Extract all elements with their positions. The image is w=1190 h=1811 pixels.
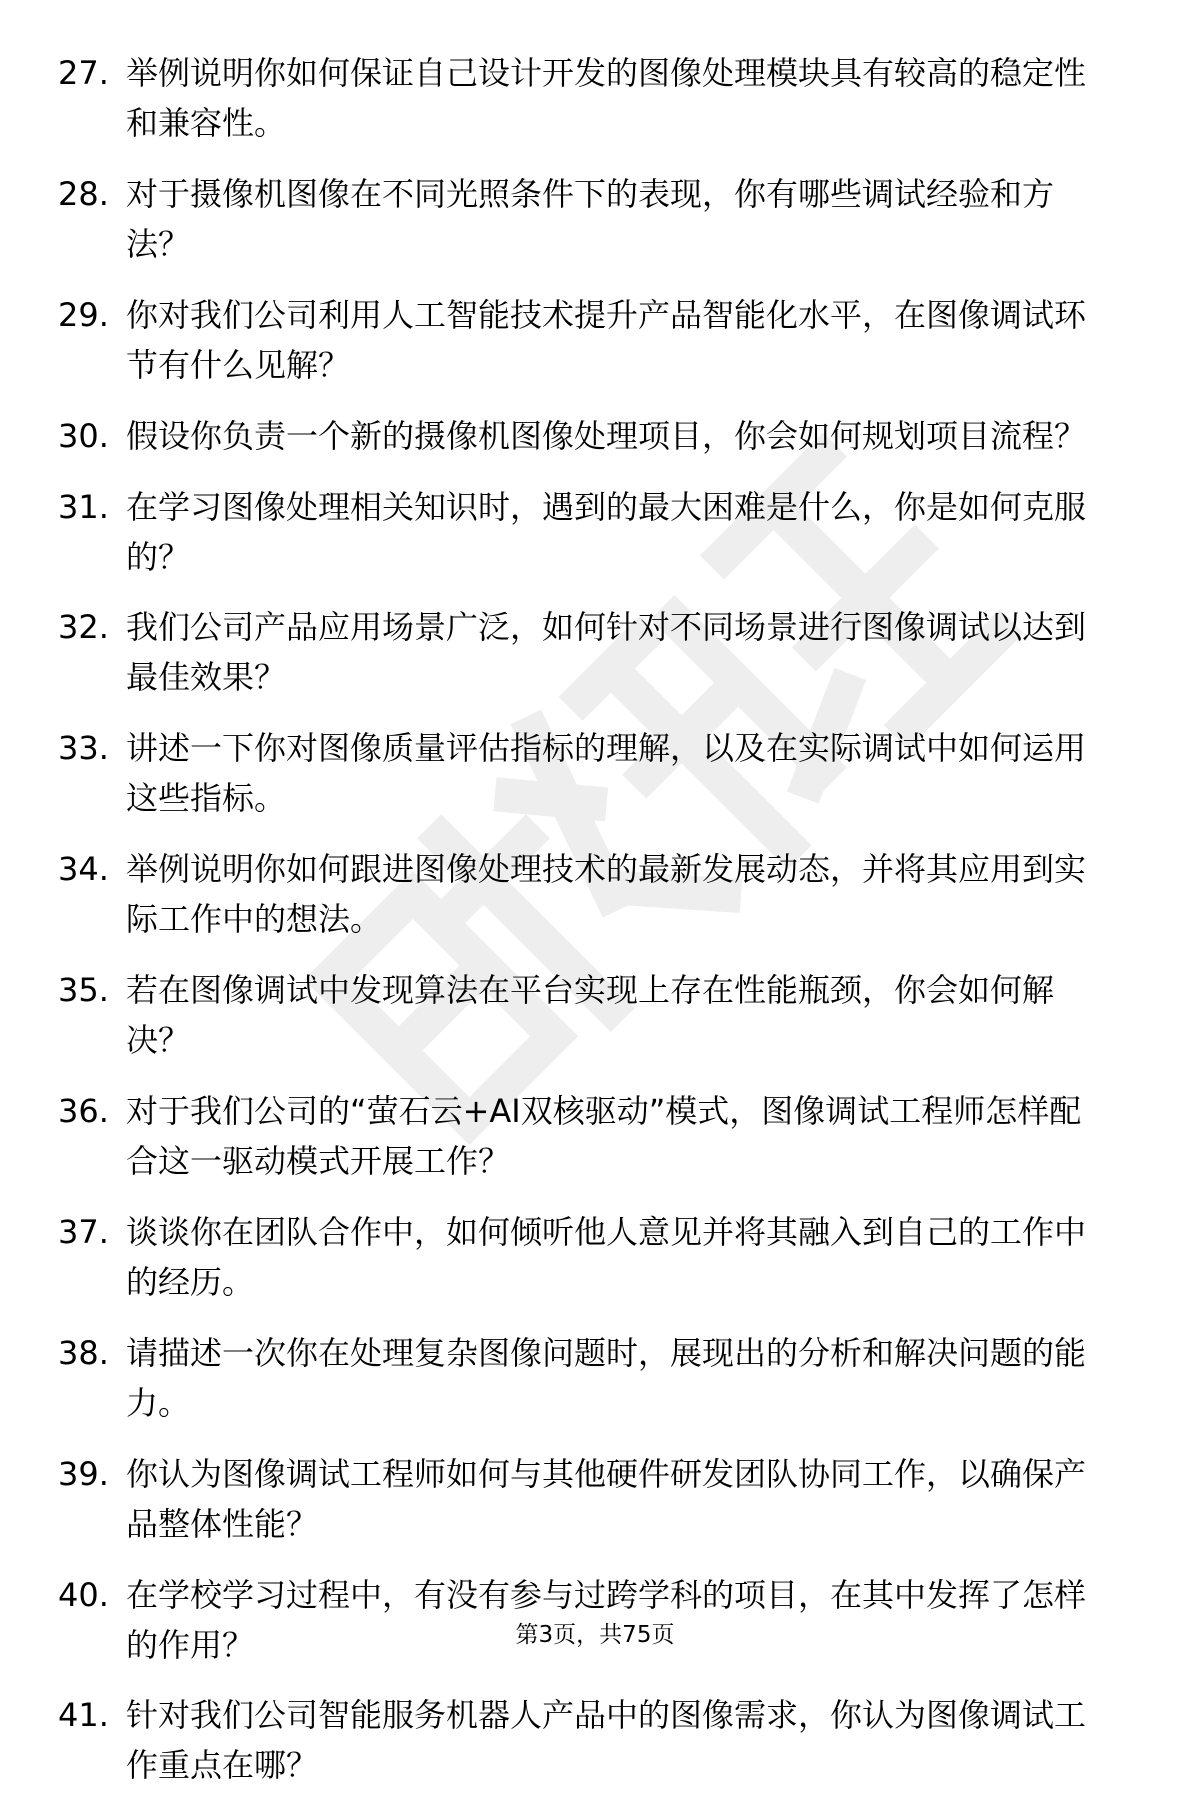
question-number: 38.: [58, 1333, 109, 1372]
question-text: 对于我们公司的“萤石云+AI双核驱动”模式，图像调试工程师怎样配合这一驱动模式开展工作？: [126, 1092, 1082, 1181]
question-number: 31.: [58, 487, 109, 526]
question-32: [58, 602, 1118, 702]
question-27: [58, 48, 1118, 148]
question-text: 谈谈你在团队合作中，如何倾听他人意见并将其融入到自己的工作中的经历。: [126, 1212, 1087, 1301]
question-number: 30.: [58, 416, 109, 455]
question-number: 34.: [58, 850, 109, 889]
question-41: [58, 1690, 1118, 1790]
question-31: [58, 482, 1118, 582]
question-text: 针对我们公司智能服务机器人产品中的图像需求，你认为图像调试工作重点在哪？: [126, 1696, 1087, 1785]
question-text: 在学校学习过程中，有没有参与过跨学科的项目，在其中发挥了怎样的作用？: [126, 1575, 1087, 1664]
question-list: [58, 48, 1118, 1811]
question-text: 在学习图像处理相关知识时，遇到的最大困难是什么，你是如何克服的？: [126, 487, 1087, 576]
question-number: 28.: [58, 174, 109, 213]
question-29: [58, 290, 1118, 390]
question-number: 32.: [58, 608, 109, 647]
page-footer: 第3页，共75页: [515, 1622, 675, 1648]
question-34: [58, 844, 1118, 944]
question-number: 36.: [58, 1092, 109, 1131]
question-37: [58, 1207, 1118, 1307]
question-number: 37.: [58, 1212, 109, 1251]
question-35: [58, 965, 1118, 1065]
question-number: 27.: [58, 54, 109, 92]
question-text: 我们公司产品应用场景广泛，如何针对不同场景进行图像调试以达到最佳效果？: [126, 608, 1087, 697]
question-text: 请描述一次你在处理复杂图像问题时，展现出的分析和解决问题的能力。: [126, 1333, 1087, 1422]
question-number: 40.: [58, 1575, 109, 1614]
question-number: 35.: [58, 971, 109, 1010]
question-36: [58, 1086, 1118, 1186]
question-text: 你认为图像调试工程师如何与其他硬件研发团队协同工作，以确保产品整体性能？: [126, 1454, 1087, 1543]
question-number: 39.: [58, 1454, 109, 1493]
question-text: 若在图像调试中发现算法在平台实现上存在性能瓶颈，你会如何解决？: [126, 971, 1055, 1060]
question-number: 33.: [58, 729, 109, 768]
question-text: 举例说明你如何保证自己设计开发的图像处理模块具有较高的稳定性和兼容性。: [126, 54, 1087, 142]
question-text: 你对我们公司利用人工智能技术提升产品智能化水平，在图像调试环节有什么见解？: [126, 295, 1087, 384]
question-text: 讲述一下你对图像质量评估指标的理解，以及在实际调试中如何运用这些指标。: [126, 729, 1087, 818]
question-38: [58, 1328, 1118, 1428]
question-33: [58, 723, 1118, 823]
question-text: 对于摄像机图像在不同光照条件下的表现，你有哪些调试经验和方法？: [126, 174, 1055, 263]
question-39: [58, 1449, 1118, 1549]
question-text: 假设你负责一个新的摄像机图像处理项目，你会如何规划项目流程？: [126, 416, 1087, 455]
question-text: 举例说明你如何跟进图像处理技术的最新发展动态，并将其应用到实际工作中的想法。: [126, 850, 1087, 939]
question-28: [58, 169, 1118, 269]
question-number: 41.: [58, 1696, 109, 1735]
question-30: [58, 411, 1118, 461]
question-number: 29.: [58, 295, 109, 334]
